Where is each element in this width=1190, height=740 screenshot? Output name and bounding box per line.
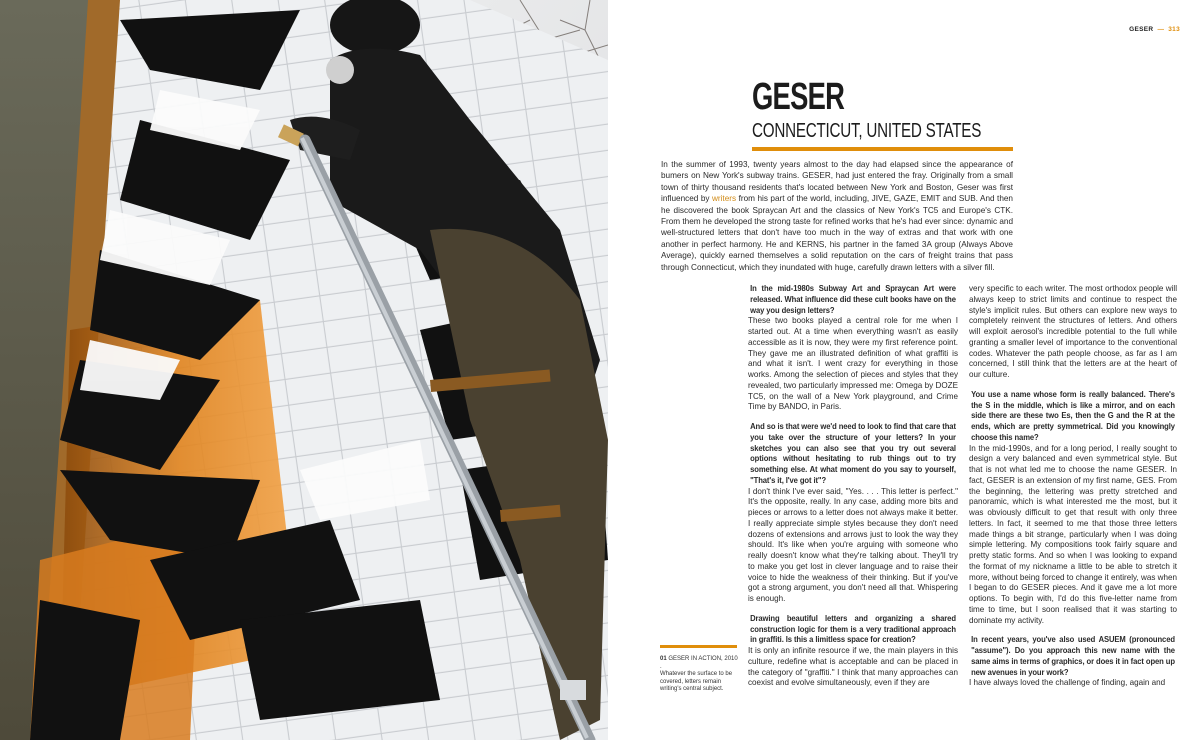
photo-caption [660, 656, 740, 694]
section-name: GESER [1129, 26, 1154, 33]
caption-rule [660, 645, 737, 648]
interview-answer: I don't think I've ever said, "Yes. . . . This letter is perfect." It's the opposite, really. In any case, adding more bits and pieces or arrows to a letter does not always make it better. I really appreciate simple styles because they don't need dozens of extensions and arrows just to look the way they should. It's like when you're arguing with someone who really doesn't know what they're talking about. They'll try to make you get lost in clever language and to raise their voice to hide the weakness of their thinking. But if you've got a strong argument, you don't need all that. Whispering is enough. [748, 486, 958, 603]
writers-link[interactable]: writers [711, 194, 737, 204]
intro-paragraph [661, 159, 1013, 273]
header-separator: — [1157, 26, 1165, 33]
interview-question: In the mid-1980s Subway Art and Spraycan Art were released. What influence did these cult books have on the way you design letters? [750, 284, 956, 315]
interview-question: Drawing beautiful letters and organizing a shared construction logic for them is a very traditional approach in graffiti. Is this a limitless space for creation? [750, 613, 956, 645]
interview-answer: I have always loved the challenge of finding, again and [969, 678, 1166, 688]
interview-column-2 [969, 284, 1177, 689]
title-rule [752, 147, 1013, 151]
intro-text-b: from his part of the world, including, JIVE, GAZE, EMIT and SUB. And then he discovered the book Spraycan Art and the classics of New York's TC5 and Europe's CTK. From them he developed the strong taste for refined works that he's had ever since: dynamic and well-structured letters that don't have too much in the way of extras and that work with one another in perfect harmony. He and KERNS, his partner in the famed 3A group (Always Above Average), quickly earned themselves a solid reputation on the cars of freight trains that pass through Connecticut, which they inundated with huge, carefully drawn letters with a silver fill. [661, 194, 1013, 272]
article-title: GESER [752, 76, 845, 118]
interview-question: In recent years, you've also used ASUEM (pronounced "assume"). Do you approach this new name with the same aims in terms of graphics, or does it in fact open up new avenues in your work? [971, 635, 1175, 677]
caption-text: Whatever the surface to be covered, letters remain writing's central subject. [660, 671, 733, 693]
interview-answer: It is only an infinite resource if we, the main players in this culture, redefine what is acceptable and can be placed in the category of "graffiti." I think that many approaches can coexist and evolve simultaneously, even if they are [748, 646, 958, 688]
interview-answer: In the mid-1990s, and for a long period, I really sought to design a very balanced and even symmetrical style. But that is not what led me to choose the name GESER. In fact, GESER is an extension of my first name, GES. From the beginning, the lettering was pretty stretched and panoramic, which is what interested me the most, but it was obviously difficult to get that result with only three letters. In fact, it seemed to me that those three letters made things a bit strange, particularly when I was doing simple lettering. My compositions took fairly square and pretty static forms. And so when I was looking to expand the format of my nickname a little to be able to stretch it more, without being forced to change it entirely, was when I began to do GESER pieces. And it gave me a lot more options. To begin with, I'd do this five-letter name from time to time, but I soon realised that it was starting to dominate my activity. [969, 443, 1177, 625]
running-header [1129, 26, 1180, 33]
interview-question: You use a name whose form is really balanced. There's the S in the middle, which is like a mirror, and on each side there are these two Es, then the G and the R at the ends, which are pretty symmetrical. Did you knowingly choose this name? [971, 389, 1175, 442]
page-number: 313 [1168, 26, 1180, 33]
intro-text-a: In the summer of 1993, twenty years almost to the day had elapsed since the appearance of bumers on New York's subway trains. GESER, had just entered the fray. Originally from a small town of thirty thousand residents that's located between New York and Boston, Geser was first influenced by [661, 160, 1013, 204]
paragraph-gap [969, 381, 1177, 390]
caption-title: GESER IN ACTION, 2010 . [660, 656, 738, 670]
paragraph-gap [748, 413, 958, 422]
article-subtitle: CONNECTICUT, UNITED STATES [752, 120, 982, 142]
interview-question: And so is that were we'd need to look to find that care that you take over the structure of your letters? In your sketches you can also see that you try out several options without hesitating to rub things out to try something else. At what moment do you say to yourself, "That's it, I've got it"? [750, 422, 956, 485]
interview-column-1 [748, 284, 958, 689]
paragraph-gap [748, 605, 958, 614]
paragraph-gap [969, 626, 1177, 635]
interview-answer: These two books played a central role for me when I started out. At a time when everything wasn't as easily accessible as it is now, they were my first reference point. They gave me an illustrated definition of what graffiti is and what it isn't. I went crazy for everything in those works. Among the selection of pieces and styles that they revealed, two particularly impressed me: Omega by DOZE TC5, on the wall of a New York playground, and Crime Time by BANDO, in Paris. [748, 316, 958, 412]
interview-answer: very specific to each writer. The most orthodox people will always keep to strict limits and continue to respect the style's implicit rules. But others can explore new ways to completely reinvent the structures of letters. And others will exploit aerosol's incredible potential to the full while granting a smaller level of importance to the conventional codes. Whatever the path people choose, as far as I am concerned, I still think that the letters are at the heart of our culture. [969, 284, 1177, 379]
caption-number: 01 [660, 656, 667, 662]
